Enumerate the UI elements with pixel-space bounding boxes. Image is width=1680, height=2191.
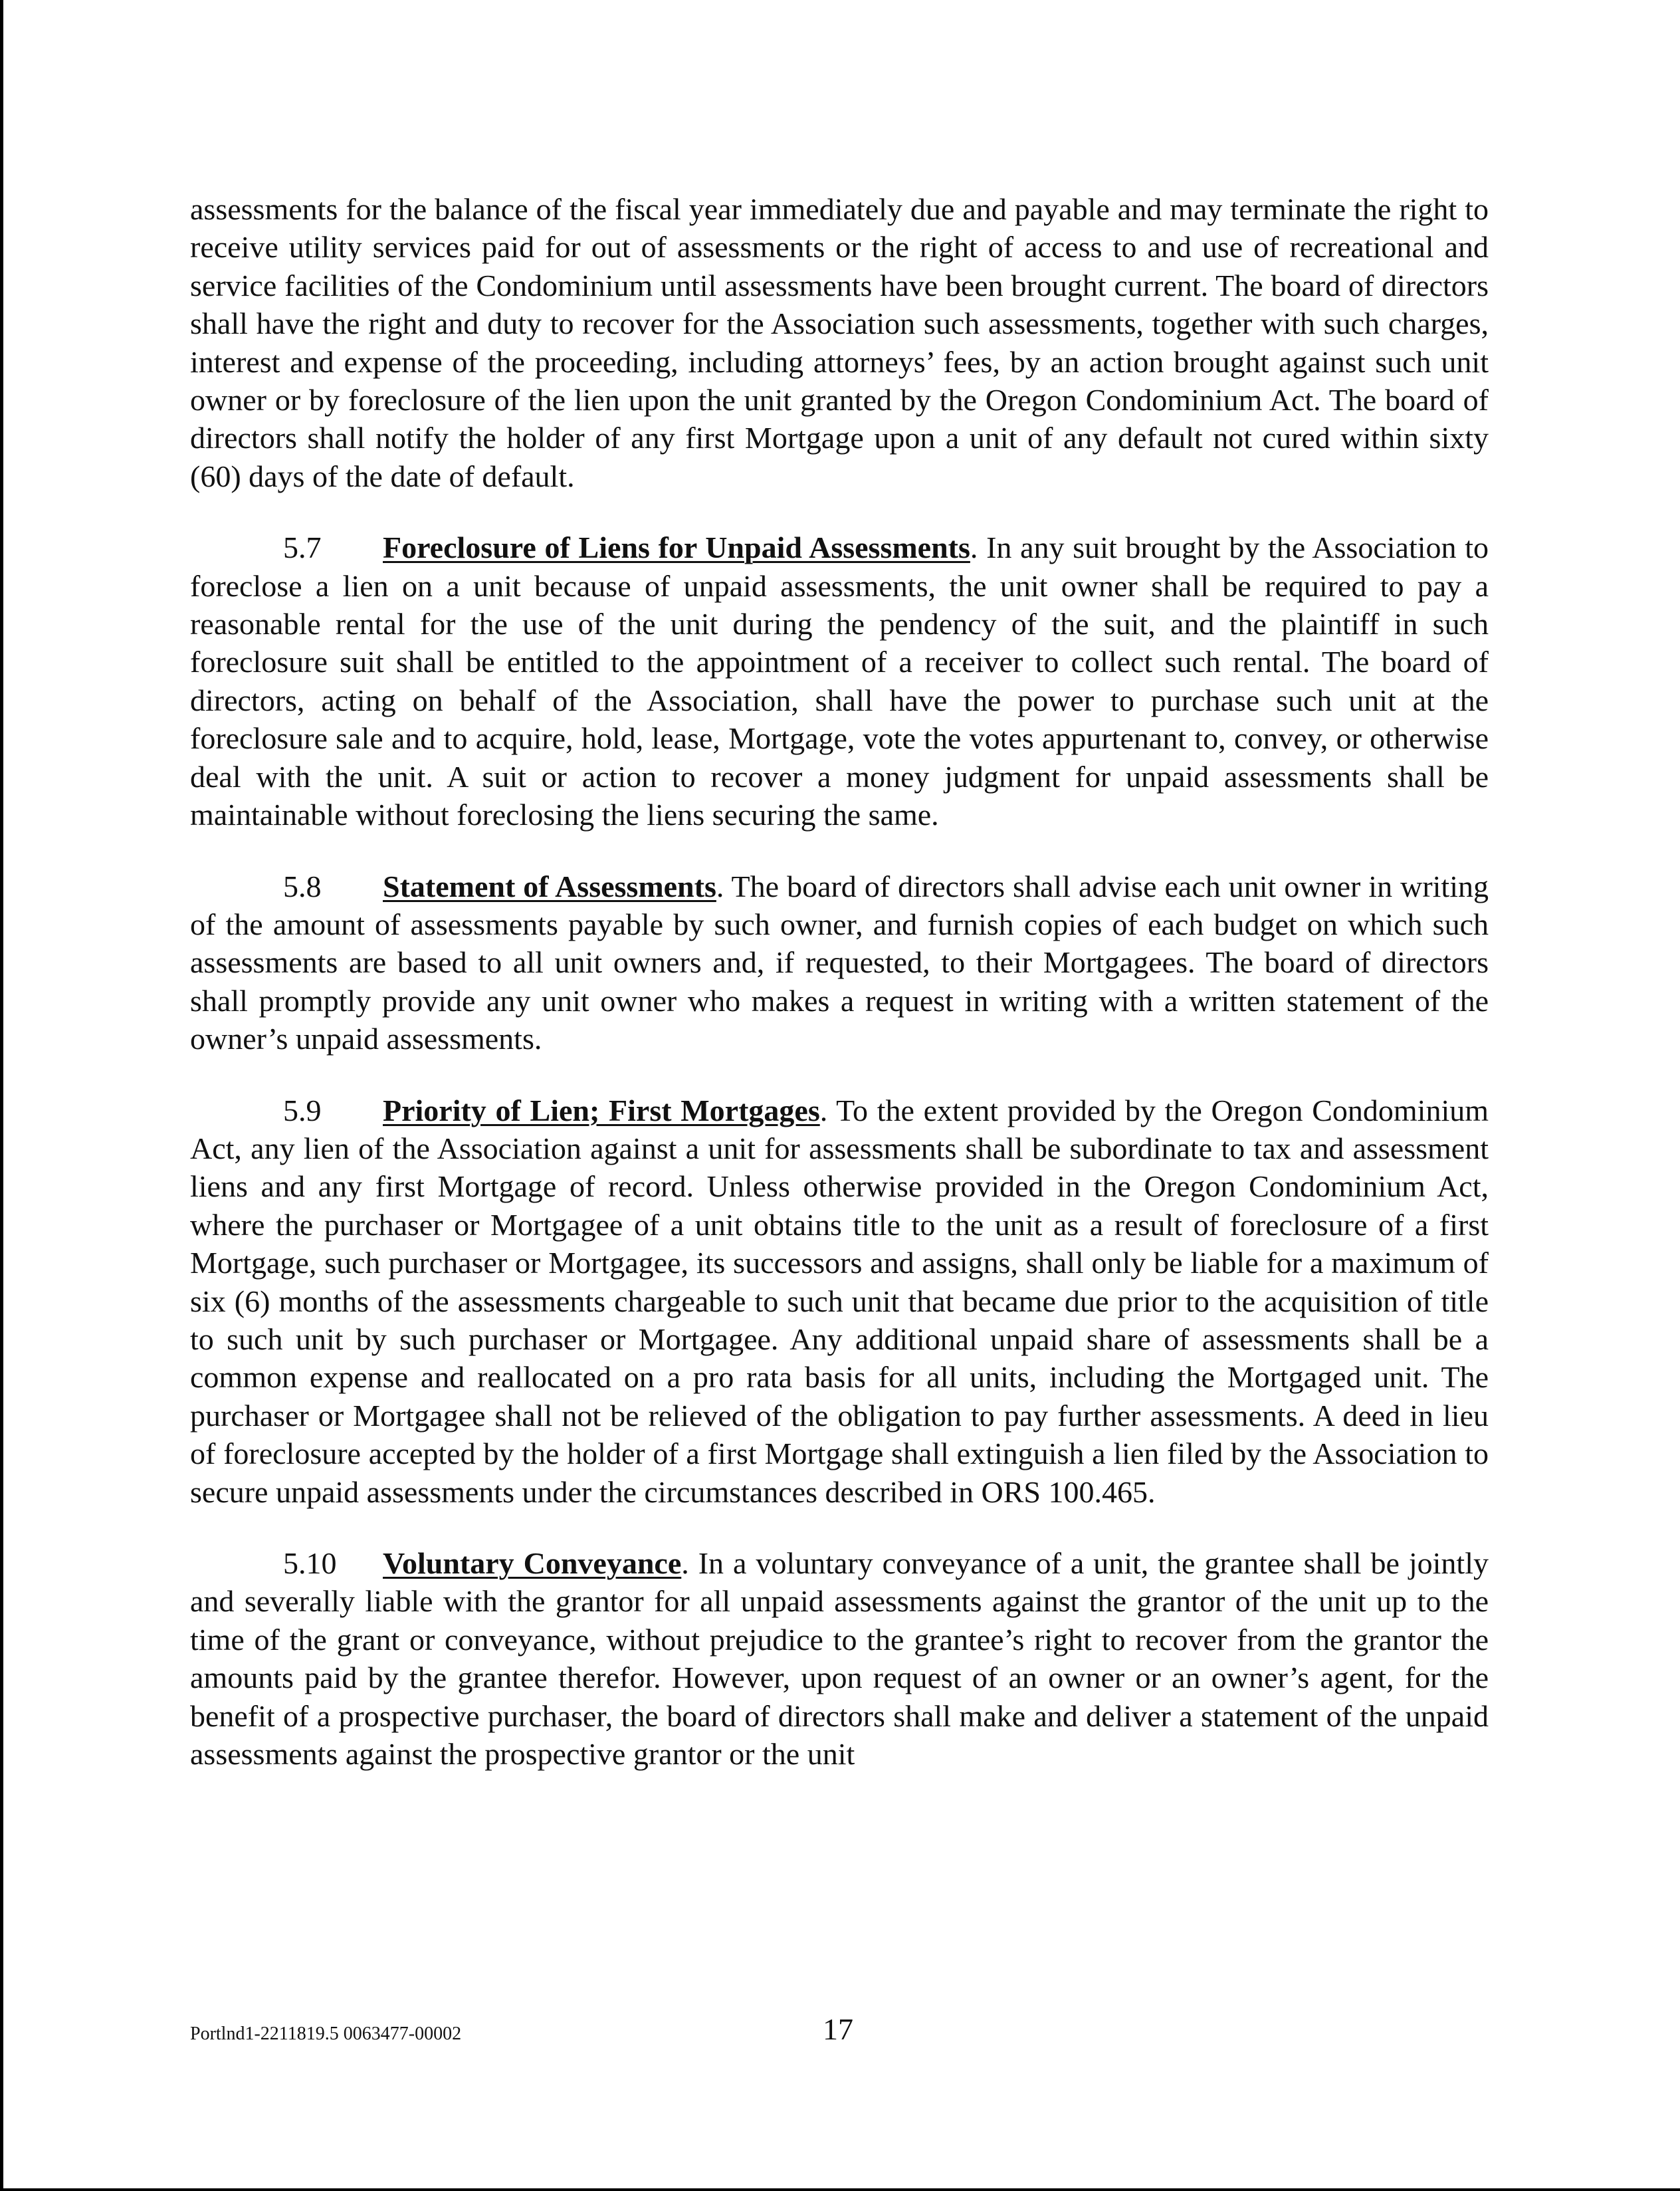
section-heading: Foreclosure of Liens for Unpaid Assessments bbox=[383, 530, 970, 565]
section-number: 5.9 bbox=[283, 1093, 322, 1127]
section-5-8 bbox=[190, 867, 1489, 1058]
paragraph-text: assessments for the balance of the fiscal year immediately due and payable and may terminate the right to receive utility services paid for out of assessments or the right of access to and use of recreational and service facilities of the Condominium until assessments have been brought current. The board of directors shall have the right and duty to recover for the Association such assessments, together with such charges, interest and expense of the proceeding, including attorneys’ fees, by an action brought against such unit owner or by foreclosure of the lien upon the unit granted by the Oregon Condominium Act. The board of directors shall notify the holder of any first Mortgage upon a unit of any default not cured within sixty (60) days of the date of default. bbox=[190, 192, 1489, 493]
section-heading: Voluntary Conveyance bbox=[383, 1546, 682, 1580]
scan-edge-left bbox=[0, 0, 3, 2191]
section-heading-period: . bbox=[681, 1546, 689, 1580]
section-5-7 bbox=[190, 528, 1489, 834]
section-heading-period: . bbox=[819, 1093, 828, 1127]
section-heading-period: . bbox=[970, 530, 978, 565]
page-number: 17 bbox=[823, 2012, 853, 2046]
page-body bbox=[190, 190, 1489, 1773]
section-5-10 bbox=[190, 1544, 1489, 1773]
continued-paragraph bbox=[190, 190, 1489, 495]
section-heading-period: . bbox=[716, 869, 724, 903]
section-number: 5.10 bbox=[283, 1546, 337, 1580]
section-text: To the extent provided by the Oregon Condominium Act, any lien of the Association against a unit for assessments shall be subordinate to tax and assessment liens and any first Mortgage of record. Unless otherwise provided in the Oregon Condominium Act, where the purchaser or Mortgagee of a unit obtains title to the unit as a result of foreclosure of a first Mortgage, such purchaser or Mortgagee, its successors and assigns, shall only be liable for a maximum of six (6) months of the assessments chargeable to such unit that became due prior to the acquisition of title to such unit by such purchaser or Mortgagee. Any additional unpaid share of assessments shall be a common expense and reallocated on a pro rata basis for all units, including the Mortgaged unit. The purchaser or Mortgagee shall not be relieved of the obligation to pay further assessments. A deed in lieu of foreclosure accepted by the holder of a first Mortgage shall extinguish a lien filed by the Association to secure unpaid assessments under the circumstances described in ORS 100.465. bbox=[190, 1093, 1489, 1509]
section-text: The board of directors shall advise each unit owner in writing of the amount of assessments payable by such owner, and furnish copies of each budget on which such assessments are based to all unit owners and, if requested, to their Mortgagees. The board of directors shall promptly provide any unit owner who makes a request in writing with a written statement of the owner’s unpaid assessments. bbox=[190, 869, 1489, 1056]
section-number: 5.7 bbox=[283, 530, 322, 565]
section-heading: Statement of Assessments bbox=[383, 869, 716, 903]
scan-edge-bottom bbox=[0, 2188, 1680, 2191]
section-heading: Priority of Lien; First Mortgages bbox=[383, 1093, 820, 1127]
section-number: 5.8 bbox=[283, 869, 322, 903]
section-5-9 bbox=[190, 1092, 1489, 1511]
document-reference: Portlnd1-2211819.5 0063477-00002 bbox=[190, 2023, 462, 2044]
section-text: In a voluntary conveyance of a unit, the grantee shall be jointly and severally liable with the grantor for all unpaid assessments against the grantor of the unit up to the time of the grant or conveyance, without prejudice to the grantee’s right to recover from the grantor the amounts paid by the grantee therefor. However, upon request of an owner or an owner’s agent, for the benefit of a prospective purchaser, the board of directors shall make and deliver a statement of the unpaid assessments against the prospective grantor or the unit bbox=[190, 1546, 1489, 1772]
section-text: In any suit brought by the Association to foreclose a lien on a unit because of unpaid assessments, the unit owner shall be required to pay a reasonable rental for the use of the unit during the pendency of the suit, and the plaintiff in such foreclosure suit shall be entitled to the appointment of a receiver to collect such rental. The board of directors, acting on behalf of the Association, shall have the power to purchase such unit at the foreclosure sale and to acquire, hold, lease, Mortgage, vote the votes appurtenant to, convey, or otherwise deal with the unit. A suit or action to recover a money judgment for unpaid assessments shall be maintainable without foreclosing the liens securing the same. bbox=[190, 530, 1489, 832]
